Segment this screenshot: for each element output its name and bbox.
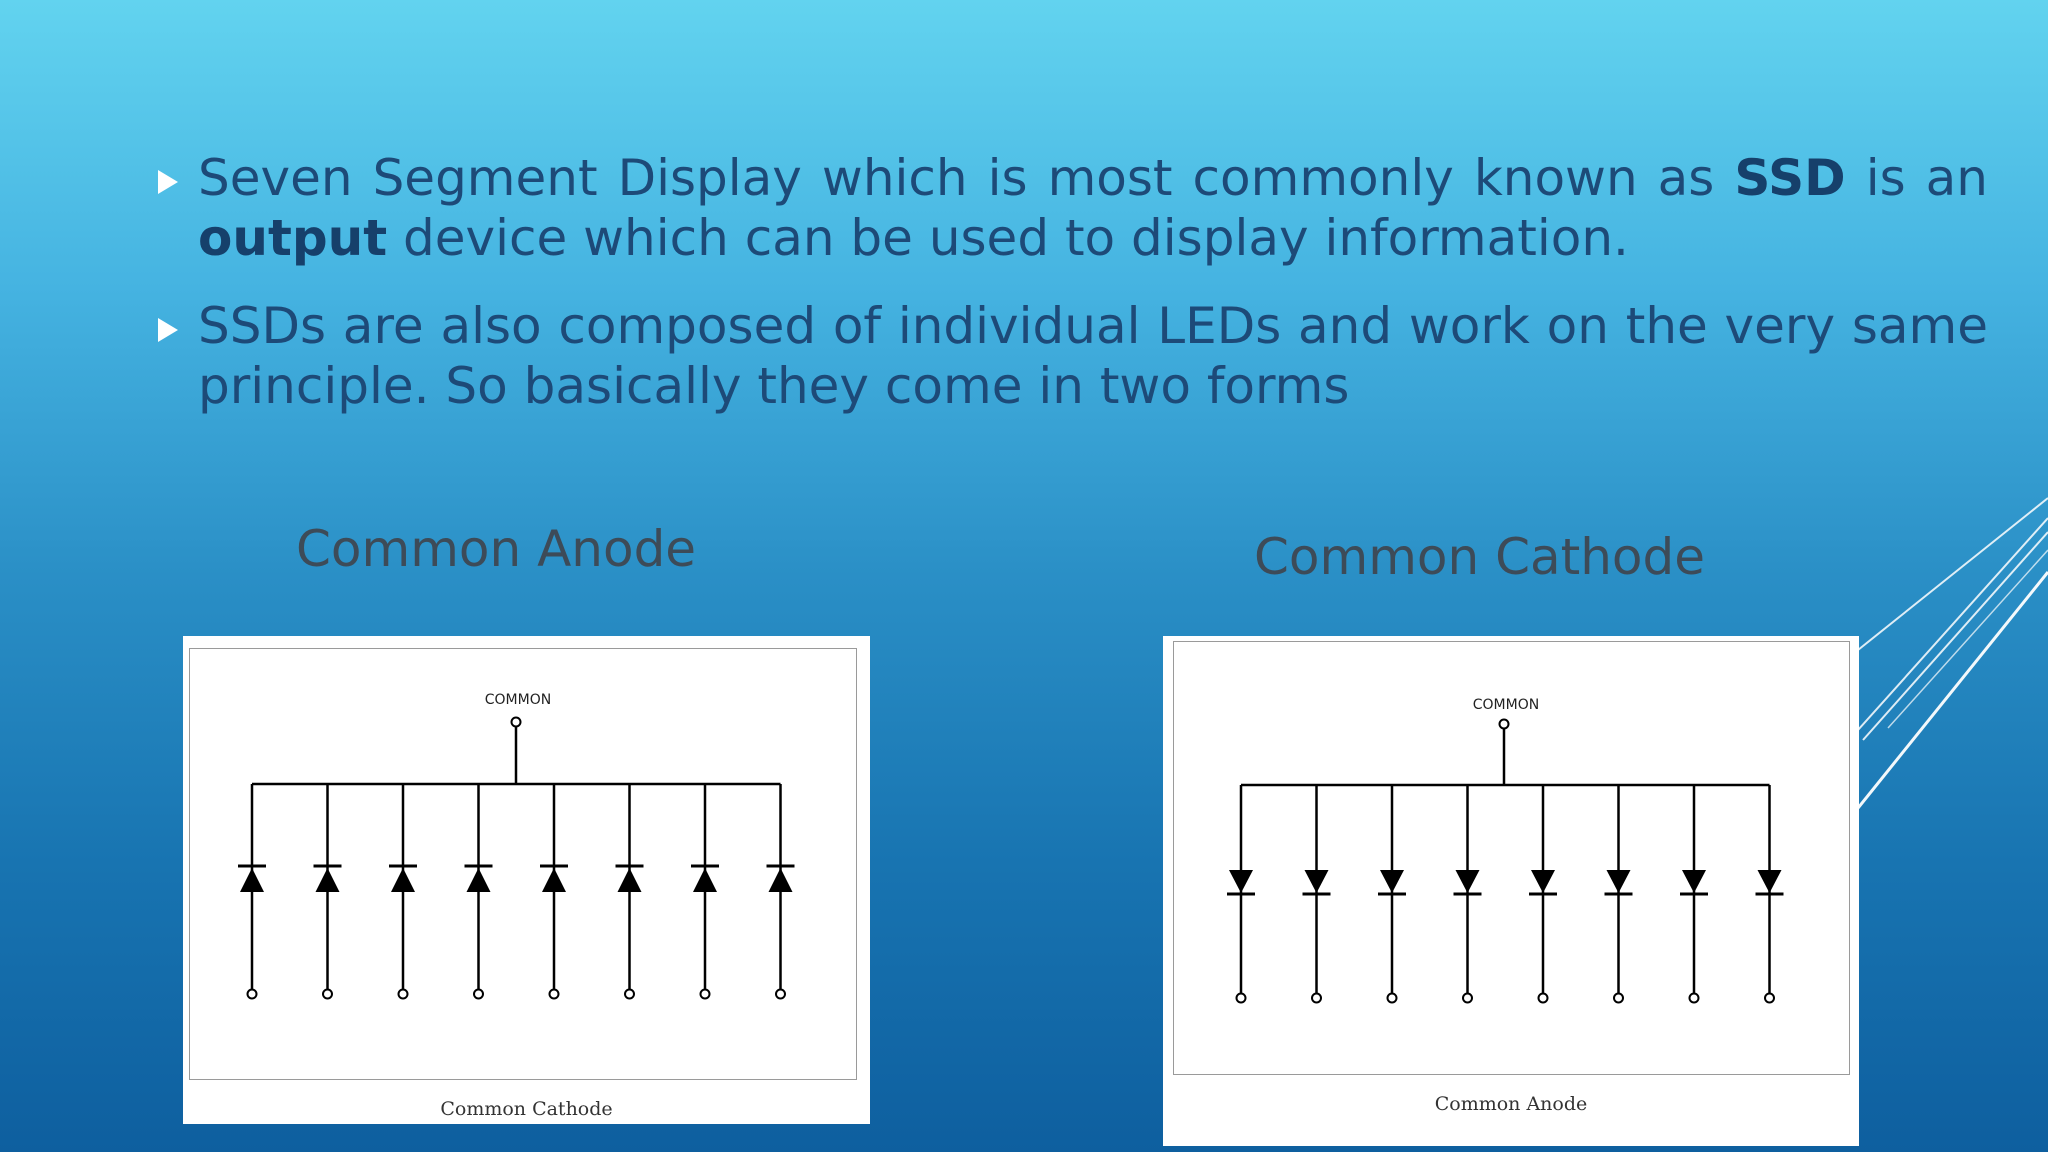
led-diode-1 — [238, 784, 266, 999]
led-pin-terminal — [1539, 994, 1548, 1003]
led-pin-terminal — [701, 990, 710, 999]
led-diode-3 — [389, 784, 417, 999]
bullet-arrow-icon — [158, 170, 178, 194]
bullet-item-2 — [158, 296, 1988, 416]
diode-triangle — [1682, 870, 1706, 893]
common-anode-circuit-diagram — [183, 636, 870, 1124]
led-diode-6 — [1605, 785, 1633, 1003]
led-diode-8 — [1756, 785, 1784, 1003]
common-label-right: COMMON — [1472, 697, 1540, 713]
led-pin-terminal — [1237, 994, 1246, 1003]
led-pin-terminal — [1388, 994, 1397, 1003]
led-diode-3 — [1378, 785, 1406, 1003]
diode-triangle — [467, 868, 491, 892]
bullet-list — [158, 148, 1988, 444]
bullet-1-part-5: device which can be used to display information. — [387, 209, 1629, 267]
led-pin-terminal — [625, 990, 634, 999]
diode-triangle — [1380, 870, 1404, 893]
diode-triangle — [240, 868, 264, 892]
diode-triangle — [618, 868, 642, 892]
diagram-caption-right: Common Anode — [1434, 1093, 1588, 1115]
diode-triangle — [391, 868, 415, 892]
led-pin-terminal — [1765, 994, 1774, 1003]
led-pin-terminal — [1614, 994, 1623, 1003]
led-diode-5 — [1529, 785, 1557, 1003]
led-pin-terminal — [1690, 994, 1699, 1003]
heading-common-anode: Common Anode — [296, 520, 697, 578]
bullet-1-output: output — [198, 209, 388, 267]
bullet-item-1 — [158, 148, 1988, 268]
bullet-1-part-1: Seven Segment Display which is most commonly known as — [198, 149, 1735, 207]
common-terminal — [1500, 720, 1509, 729]
diode-triangle — [1456, 870, 1480, 893]
led-pin-terminal — [776, 990, 785, 999]
diode-triangle — [1758, 870, 1782, 893]
diode-triangle — [316, 868, 340, 892]
led-pin-terminal — [248, 990, 257, 999]
led-pin-terminal — [474, 990, 483, 999]
diagram-panel-right — [1163, 636, 1859, 1146]
led-diode-2 — [1303, 785, 1331, 1003]
diagram-panel-left — [183, 636, 870, 1124]
led-diode-6 — [616, 784, 644, 999]
led-diode-5 — [540, 784, 568, 999]
diode-triangle — [1229, 870, 1253, 893]
diode-triangle — [769, 868, 793, 892]
led-diode-8 — [767, 784, 795, 999]
led-pin-terminal — [550, 990, 559, 999]
diode-triangle — [1531, 870, 1555, 893]
led-pin-terminal — [1463, 994, 1472, 1003]
common-label-left: COMMON — [484, 692, 552, 708]
bullet-arrow-icon — [158, 318, 178, 342]
bullet-1-text — [198, 149, 1988, 267]
led-pin-terminal — [323, 990, 332, 999]
diode-triangle — [693, 868, 717, 892]
led-diode-4 — [1454, 785, 1482, 1003]
led-diode-4 — [465, 784, 493, 999]
heading-common-cathode: Common Cathode — [1254, 528, 1706, 586]
led-diode-7 — [1680, 785, 1708, 1003]
common-terminal — [512, 718, 521, 727]
led-pin-terminal — [399, 990, 408, 999]
led-diode-1 — [1227, 785, 1255, 1003]
led-diode-7 — [691, 784, 719, 999]
bullet-1-part-3: is an — [1845, 149, 1988, 207]
led-diode-2 — [314, 784, 342, 999]
bullet-1-ssd: SSD — [1734, 149, 1846, 207]
common-cathode-circuit-diagram — [1163, 636, 1859, 1146]
diagram-caption-left: Common Cathode — [440, 1098, 613, 1120]
decorative-corner-lines — [1858, 490, 2048, 820]
bullet-2-text: SSDs are also composed of individual LEDs and work on the very same principle. So basically they come in two forms — [198, 297, 1988, 415]
diode-triangle — [1305, 870, 1329, 893]
diode-triangle — [1607, 870, 1631, 893]
led-pin-terminal — [1312, 994, 1321, 1003]
diode-triangle — [542, 868, 566, 892]
